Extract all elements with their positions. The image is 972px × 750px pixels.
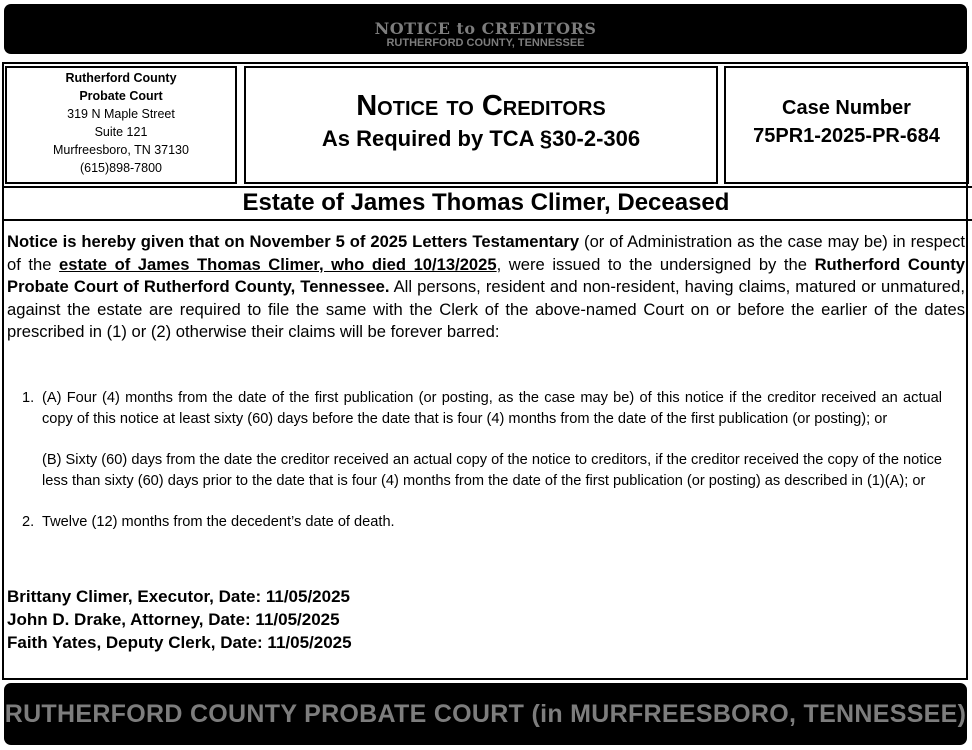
signature-executor: Brittany Climer, Executor, Date: 11/05/2025 [7, 587, 351, 606]
header-title: NOTICE to CREDITORS [374, 19, 597, 38]
signature-block [7, 585, 352, 654]
signature-attorney: John D. Drake, Attorney, Date: 11/05/2025 [7, 610, 340, 629]
estate-reference: estate of James Thomas Climer, who died 10/13/2025 [59, 254, 497, 274]
court-name-line1: Rutherford County [65, 71, 177, 85]
notice-text-3: All persons, resident and non-resident, having claims, matured or unmatured, against the estate are required to file the same with the Clerk of the above-named Court on or before the earlier of the dates prescribed in (1) or (2) otherwise their claims will be forever barred: [7, 277, 966, 341]
deadline-1a: (A) Four (4) months from the date of the first publication (or posting, as the case may be) of this notice if the creditor received an actual copy of this notice at least sixty (60) days before the date that is four (4) months from the date of the first publication (or posting); or [42, 390, 942, 427]
notice-text-2: , were issued to the undersigned by the [496, 254, 815, 274]
notice-title: Notice to Creditors [356, 90, 606, 122]
list-number: 1. [22, 390, 35, 406]
deadline-2: Twelve (12) months from the decedent’s date of death. [42, 514, 395, 530]
deadline-list [22, 388, 942, 533]
header-banner [4, 4, 967, 54]
list-item [22, 512, 942, 533]
court-reference: Rutherford County Probate Court of Rutherford County, Tennessee. [7, 254, 966, 296]
court-street: 319 N Maple Street [67, 107, 175, 121]
notice-intro: Notice is hereby given that on November 5 of 2025 Letters Testamentary [7, 232, 580, 251]
notice-text-1: (or of Administration as the case may be) in respect of the [7, 232, 965, 274]
court-name-line2: Probate Court [79, 89, 163, 103]
case-number: 75PR1-2025-PR-684 [753, 125, 940, 147]
estate-heading: Estate of James Thomas Climer, Deceased [242, 189, 730, 216]
notice-title-box [244, 66, 718, 184]
case-number-box [724, 66, 969, 184]
footer-banner: RUTHERFORD COUNTY PROBATE COURT (in MURFREESBORO, TENNESSEE) [4, 683, 967, 745]
deadline-1b: (B) Sixty (60) days from the date the creditor received an actual copy of the notice to creditors, if the creditor received the copy of the notice less than sixty (60) days prior to the date that is four (4) months from the date of the first publication (or posting) as described in (1)(A); or [42, 452, 942, 489]
divider-bottom [2, 219, 972, 221]
court-city: Murfreesboro, TN 37130 [53, 143, 189, 157]
signature-clerk: Faith Yates, Deputy Clerk, Date: 11/05/2025 [7, 633, 352, 652]
header-subtitle: RUTHERFORD COUNTY, TENNESSEE [386, 37, 585, 49]
list-item [22, 388, 942, 492]
list-number: 2. [22, 514, 35, 530]
court-address-box [5, 66, 237, 184]
notice-body [7, 231, 965, 344]
case-label: Case Number [782, 97, 911, 119]
notice-statute: As Required by TCA §30-2-306 [321, 126, 641, 151]
court-phone: (615)898-7800 [79, 161, 162, 175]
court-suite: Suite 121 [94, 125, 148, 139]
